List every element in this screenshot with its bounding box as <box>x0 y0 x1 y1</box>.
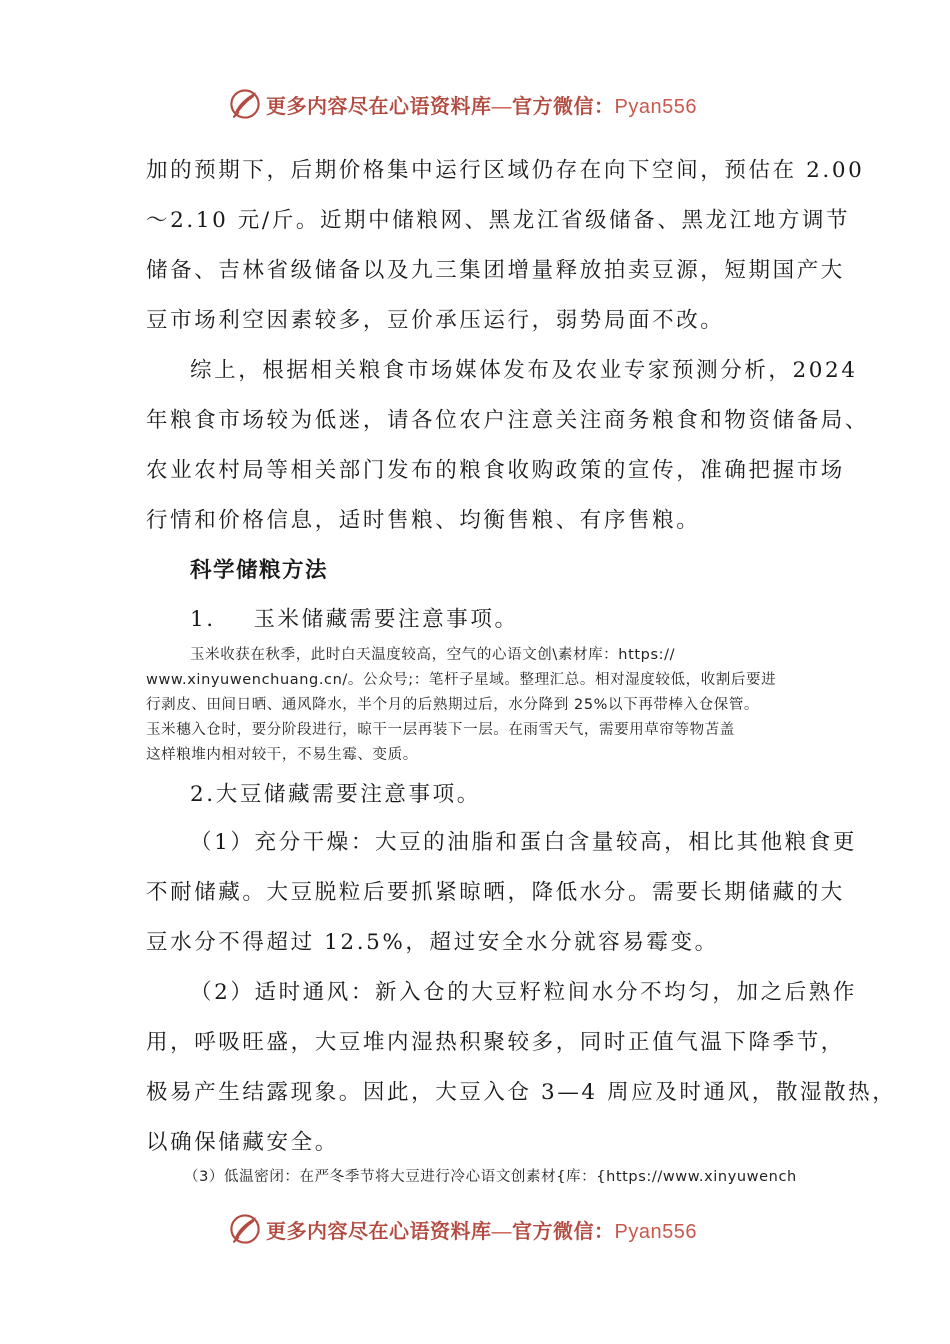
text-line: （1）充分干燥：大豆的油脂和蛋白含量较高，相比其他粮食更 <box>190 830 857 855</box>
banner-main: 更多内容尽在心语资料库 <box>266 1218 492 1243</box>
text-line: 极易产生结露现象。因此，大豆入仓 3—4 周应及时通风，散湿散热， <box>146 1080 897 1105</box>
small-text-line: 这样粮堆内相对较干，不易生霉、变质。 <box>146 747 418 763</box>
banner-label: 官方微信： <box>512 1218 615 1243</box>
text-line: 豆水分不得超过 12.5%，超过安全水分就容易霉变。 <box>146 930 719 955</box>
banner-main: 更多内容尽在心语资料库 <box>266 93 492 118</box>
item1-title: 1. 玉米储藏需要注意事项。 <box>190 607 519 632</box>
banner-wechat-id: Pyan556 <box>614 95 697 118</box>
text-line: 行情和价格信息，适时售粮、均衡售粮、有序售粮。 <box>146 508 701 533</box>
text-line: 豆市场利空因素较多，豆价承压运行，弱势局面不改。 <box>146 308 725 333</box>
text-line: 加的预期下，后期价格集中运行区域仍存在向下空间，预估在 2.00 <box>146 158 865 183</box>
small-text-line: （3）低温密闭：在严冬季节将大豆进行冷心语文创素材{库：{https://www.xinyuwench <box>184 1169 797 1185</box>
text-line: ～2.10 元/斤。近期中储粮网、黑龙江省级储备、黑龙江地方调节 <box>146 208 851 233</box>
small-text-line: 行剥皮、田间日晒、通风降水，半个月的后熟期过后，水分降到 25%以下再带棒入仓保管。 <box>146 697 760 713</box>
banner-dash: — <box>491 95 512 118</box>
text-line: 农业农村局等相关部门发布的粮食收购政策的宣传，准确把握市场 <box>146 458 845 483</box>
text-line: 用，呼吸旺盛，大豆堆内湿热积聚较多，同时正值气温下降季节， <box>146 1030 845 1055</box>
text-line: 以确保储藏安全。 <box>146 1130 339 1155</box>
small-text-line: 玉米穗入仓时，要分阶段进行，晾干一层再装下一层。在雨雪天气，需要用草帘等物苫盖 <box>146 722 735 738</box>
text-line: 综上，根据相关粮食市场媒体发布及农业专家预测分析，2024 <box>190 358 858 383</box>
item2-title: 2.大豆储藏需要注意事项。 <box>190 782 481 807</box>
pen-logo-icon <box>228 1212 262 1246</box>
banner-label: 官方微信： <box>512 93 615 118</box>
header-banner <box>228 84 697 124</box>
small-text-line: 玉米收获在秋季，此时白天温度较高，空气的心语文创\素材库：https:// <box>190 647 676 663</box>
text-line: 不耐储藏。大豆脱粒后要抓紧晾晒，降低水分。需要长期储藏的大 <box>146 880 845 905</box>
text-line: （2）适时通风：新入仓的大豆籽粒间水分不均匀，加之后熟作 <box>190 980 857 1005</box>
banner-wechat-id: Pyan556 <box>614 1220 697 1243</box>
pen-logo-icon <box>228 87 262 121</box>
small-text-line: www.xinyuwenchuang.cn/。公众号;：笔杆子星域。整理汇总。相对湿度较低，收割后要进 <box>146 672 777 688</box>
banner-slogan <box>266 90 697 119</box>
banner-dash: — <box>491 1220 512 1243</box>
text-line: 储备、吉林省级储备以及九三集团增量释放拍卖豆源，短期国产大 <box>146 258 845 283</box>
footer-banner <box>228 1209 697 1249</box>
banner-slogan <box>266 1215 697 1244</box>
text-line: 年粮食市场较为低迷，请各位农户注意关注商务粮食和物资储备局、 <box>146 408 870 433</box>
section-heading: 科学储粮方法 <box>190 558 329 583</box>
